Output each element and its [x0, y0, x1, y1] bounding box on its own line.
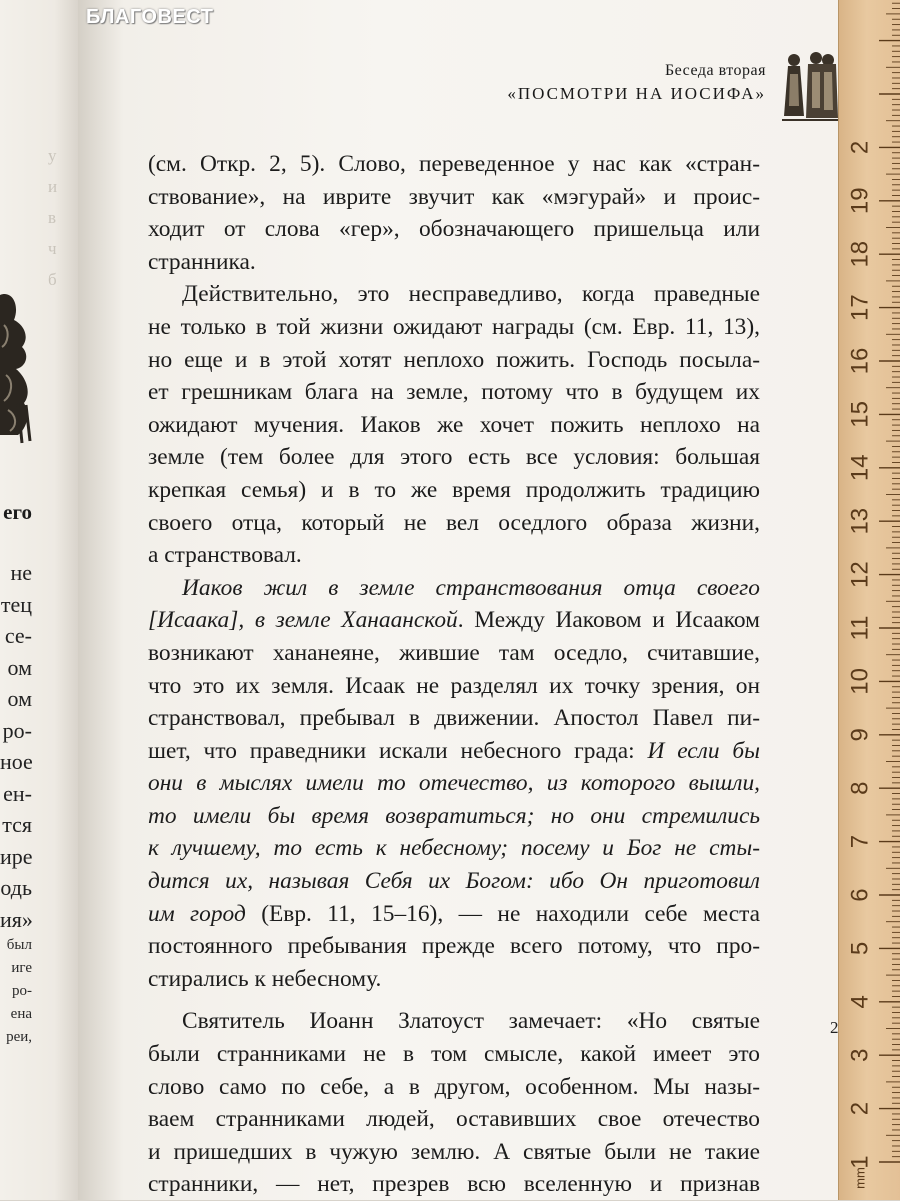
bleed-through-text: у и в ч б [48, 146, 58, 289]
left-heading-fragment: его [3, 500, 32, 524]
left-note-fragment: ена [10, 1006, 32, 1022]
left-line-fragment: не [10, 560, 32, 585]
text-segment: ствование», на иврите звучит как «мэгурай» и проис- [148, 183, 760, 210]
ruler-label: 3 [846, 1048, 874, 1062]
ruler-label: 13 [846, 507, 874, 535]
body-text [148, 148, 760, 1201]
text-line [148, 800, 760, 833]
text-line [148, 278, 760, 311]
ruler-label: 12 [846, 561, 874, 588]
text-line [148, 344, 760, 377]
text-segment: возникают хананеяне, жившие там оседло, считавшие, [148, 639, 760, 666]
text-line [148, 930, 760, 963]
left-line-fragment: одь [0, 875, 32, 900]
text-line [148, 474, 760, 507]
text-segment: были странниками не в том смысле, какой имеет это [148, 1041, 760, 1068]
left-line-fragment: се- [4, 623, 32, 648]
running-head [507, 60, 766, 106]
text-segment: не только в той жизни ожидают награды (см. Евр. 11, 13), [148, 313, 760, 340]
measuring-ruler [838, 0, 900, 1200]
left-line-fragment: ире [0, 843, 33, 869]
text-line [148, 1168, 760, 1201]
ruler-scale [839, 0, 900, 1200]
ruler-label: 11 [846, 615, 874, 641]
text-line [148, 963, 760, 996]
ruler-label: 7 [846, 834, 874, 849]
text-segment: земле (тем более для этого есть все условия: большая [148, 444, 760, 471]
text-line [148, 246, 760, 279]
left-line-fragment: ен- [3, 780, 32, 806]
text-segment: . Между Иаковом и Исааком [457, 607, 760, 634]
left-note-fragment: реи, [6, 1029, 32, 1045]
text-line [148, 572, 760, 605]
italic-quote: Иаков жил в земле странствования отца своего [182, 574, 760, 601]
saints-engraving-icon [780, 46, 840, 126]
text-line [148, 539, 760, 572]
italic-quote: им город [148, 900, 246, 927]
left-facing-page [0, 0, 78, 1200]
ruler-label: 19 [846, 187, 874, 215]
ruler-label: 10 [846, 668, 874, 695]
ruler-label: 18 [846, 240, 874, 268]
text-line [148, 702, 760, 735]
text-line [148, 832, 760, 865]
text-line [148, 441, 760, 474]
text-line [148, 735, 760, 768]
left-note-fragment: иге [11, 960, 32, 976]
text-line [148, 604, 760, 637]
paragraph-gap [148, 995, 760, 1005]
ruler-label: 16 [846, 347, 874, 375]
text-line [148, 767, 760, 800]
text-segment: ет грешникам блага на земле, потому что в будущем их [148, 379, 760, 406]
text-line [148, 148, 760, 181]
text-segment: странника. [148, 248, 256, 275]
ruler-label: 8 [846, 781, 874, 795]
text-line [148, 213, 760, 246]
text-segment: стирались к небесному. [148, 965, 382, 992]
ruler-label: 15 [846, 401, 874, 428]
left-line-fragment: ом [7, 654, 32, 680]
chapter-label: Беседа вторая [664, 62, 766, 79]
text-segment: своего отца, который не вел оседлого образа жизни, [148, 509, 760, 536]
text-line [148, 311, 760, 344]
text-segment: ваем странниками людей, оставивших свое отечество [148, 1106, 760, 1133]
text-line [148, 409, 760, 442]
text-line [148, 1071, 760, 1104]
left-line-fragment: ом [7, 686, 32, 711]
watermark-logo: БЛАГОВЕСТ [86, 6, 214, 28]
ruler-label: 6 [846, 888, 874, 902]
text-line [148, 898, 760, 931]
left-line-fragment: ия» [0, 906, 33, 932]
left-note-fragment: был [6, 937, 32, 953]
text-segment: крепкая семья) и в то же время продолжить традицию [148, 476, 760, 503]
text-segment: и пришедших в чужую землю. А святые были не такие [148, 1138, 760, 1165]
text-segment: (см. Откр. 2, 5). Слово, переведенное у нас как «стран- [148, 151, 760, 177]
italic-quote: то имели бы время возвратиться; но они стремились [148, 802, 760, 829]
text-line [148, 1005, 760, 1038]
left-footnote-fragments [0, 934, 32, 1049]
text-segment: шет, что праведники искали небесного града: [148, 737, 648, 764]
ruler-label: mm [852, 1167, 868, 1189]
text-segment: слово само по себе, а в другом, особенном. Мы назы- [148, 1073, 760, 1100]
text-segment: что это их земля. Исаак не разделял их точку зрения, он [148, 672, 760, 699]
ruler-label: 5 [846, 941, 874, 956]
text-segment: а странствовал. [148, 542, 302, 569]
text-segment: но еще и в этой хотят неплохо пожить. Господь посыла- [148, 346, 760, 373]
text-segment: странники, — нет, презрев всю вселенную и признав [148, 1171, 760, 1198]
engraving-illustration [0, 285, 34, 445]
ruler-label: 2 [846, 140, 874, 155]
left-text-fragments [0, 557, 32, 935]
book-page [78, 0, 838, 1200]
text-line [148, 376, 760, 409]
text-line [148, 865, 760, 898]
italic-quote: [Исаака], в земле Ханаанской [148, 607, 458, 634]
text-line [148, 1103, 760, 1136]
ruler-label: 9 [846, 728, 874, 742]
italic-quote: дится их, называя Себя их Богом: ибо Он приготовил [148, 868, 760, 895]
ruler-label: 4 [846, 995, 874, 1009]
page-number: 2 [830, 1018, 839, 1037]
ruler-label: 17 [846, 294, 874, 321]
ruler-label: 1 [846, 1155, 874, 1169]
ruler-label: 2 [846, 1101, 874, 1116]
text-segment: Святитель Иоанн Златоуст замечает: «Но святые [182, 1008, 760, 1035]
left-line-fragment: ро- [2, 717, 32, 743]
ruler-label: 14 [846, 454, 874, 482]
text-line [148, 1136, 760, 1169]
chapter-title: «ПОСМОТРИ НА ИОСИФА» [507, 84, 766, 103]
left-line-fragment: тся [2, 812, 32, 837]
left-line-fragment: тец [0, 591, 32, 617]
left-note-fragment: ро- [12, 983, 32, 999]
italic-quote: они в мыслях имели то отечество, из которого вышли, [148, 770, 760, 797]
text-line [148, 637, 760, 670]
italic-quote: И если бы [647, 737, 760, 764]
text-segment: (Евр. 11, 15–16), — не находили себе места [245, 900, 760, 927]
left-line-fragment: ное [0, 749, 33, 774]
text-segment: странствовал, пребывал в движении. Апостол Павел пи- [148, 705, 760, 732]
text-segment: ожидают мучения. Иаков же хочет пожить неплохо на [148, 411, 760, 438]
text-line [148, 1038, 760, 1071]
text-line [148, 507, 760, 540]
text-segment: Действительно, это несправедливо, когда праведные [182, 281, 760, 308]
text-segment: постоянного пребывания прежде всего потому, что про- [148, 933, 760, 960]
text-segment: ходит от слова «гер», обозначающего пришельца или [148, 216, 760, 243]
text-line [148, 181, 760, 214]
text-line [148, 670, 760, 703]
italic-quote: к лучшему, то есть к небесному; посему и Бог не сты- [148, 835, 760, 862]
